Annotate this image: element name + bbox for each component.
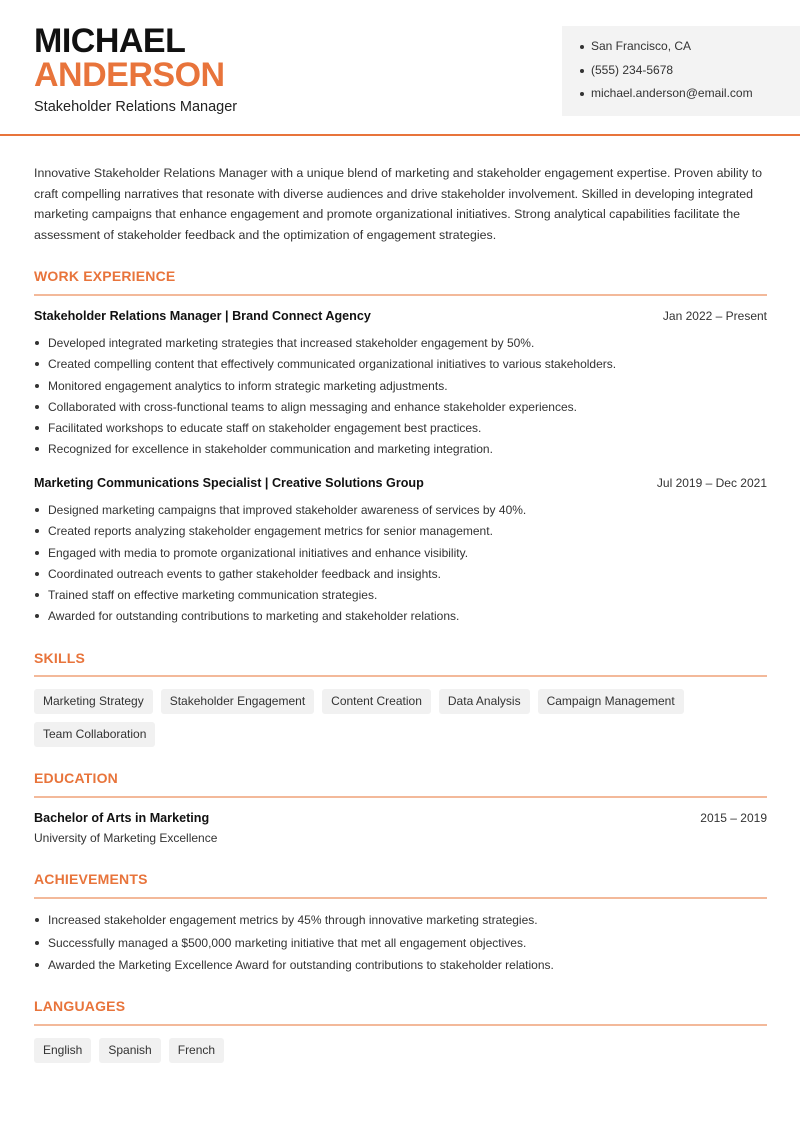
section-title-education: EDUCATION bbox=[34, 770, 118, 786]
bullet-dot bbox=[35, 963, 39, 967]
list-item: Designed marketing campaigns that improved stakeholder awareness of services by 40%. bbox=[34, 502, 767, 523]
bullet-dot bbox=[35, 426, 39, 430]
bullet-dot bbox=[35, 384, 39, 388]
list-item: Engaged with media to promote organizational initiatives and enhance visibility. bbox=[34, 545, 767, 566]
job-title-company: Marketing Communications Specialist | Creative Solutions Group bbox=[34, 476, 424, 490]
list-item: Collaborated with cross-functional teams to align messaging and enhance stakeholder experiences. bbox=[34, 399, 767, 420]
list-item: Coordinated outreach events to gather stakeholder feedback and insights. bbox=[34, 566, 767, 587]
section-divider bbox=[34, 294, 767, 296]
language-tag: Spanish bbox=[99, 1038, 160, 1063]
bullet-dot bbox=[35, 508, 39, 512]
skill-tag: Content Creation bbox=[322, 689, 431, 714]
job-header bbox=[34, 309, 767, 323]
list-item: Created reports analyzing stakeholder engagement metrics for senior management. bbox=[34, 523, 767, 544]
bullet-dot bbox=[580, 69, 584, 73]
skill-tag: Data Analysis bbox=[439, 689, 530, 714]
section-title-languages: LANGUAGES bbox=[34, 998, 126, 1014]
list-item: Monitored engagement analytics to inform strategic marketing adjustments. bbox=[34, 378, 767, 399]
section-title-work: WORK EXPERIENCE bbox=[34, 268, 176, 284]
list-item: Successfully managed a $500,000 marketing initiative that met all engagement objectives. bbox=[34, 935, 767, 958]
bullet-dot bbox=[35, 614, 39, 618]
languages-list bbox=[34, 1038, 767, 1063]
bullet-dot bbox=[35, 529, 39, 533]
skill-tag: Team Collaboration bbox=[34, 722, 155, 747]
bullet-dot bbox=[580, 45, 584, 49]
bullet-dot bbox=[35, 572, 39, 576]
bullet-dot bbox=[580, 92, 584, 96]
last-name: ANDERSON bbox=[34, 56, 225, 94]
job-bullets bbox=[34, 502, 767, 630]
bullet-dot bbox=[35, 941, 39, 945]
school: University of Marketing Excellence bbox=[34, 831, 218, 845]
skill-tag: Marketing Strategy bbox=[34, 689, 153, 714]
skill-tag: Campaign Management bbox=[538, 689, 684, 714]
bullet-dot bbox=[35, 341, 39, 345]
job-title: Stakeholder Relations Manager bbox=[34, 99, 238, 115]
bullet-dot bbox=[35, 918, 39, 922]
job-bullets bbox=[34, 335, 767, 463]
section-title-skills: SKILLS bbox=[34, 650, 85, 666]
list-item: Trained staff on effective marketing communication strategies. bbox=[34, 587, 767, 608]
list-item: Awarded the Marketing Excellence Award for outstanding contributions to stakeholder relations. bbox=[34, 957, 767, 980]
bullet-dot bbox=[35, 593, 39, 597]
job-title-company: Stakeholder Relations Manager | Brand Connect Agency bbox=[34, 309, 371, 323]
list-item: Recognized for excellence in stakeholder communication and marketing integration. bbox=[34, 441, 767, 462]
job-dates: Jan 2022 – Present bbox=[662, 309, 767, 323]
language-tag: English bbox=[34, 1038, 91, 1063]
section-title-achievements: ACHIEVEMENTS bbox=[34, 871, 148, 887]
education-header bbox=[34, 811, 767, 825]
contact-location: San Francisco, CA bbox=[580, 38, 800, 62]
section-divider bbox=[34, 796, 767, 798]
section-divider bbox=[34, 897, 767, 899]
contact-email[interactable]: michael.anderson@email.com bbox=[580, 85, 800, 109]
contact-box bbox=[562, 26, 800, 116]
achievements-list bbox=[34, 912, 767, 980]
job-header bbox=[34, 476, 767, 490]
list-item: Created compelling content that effectively communicated organizational initiatives to various stakeholders. bbox=[34, 356, 767, 377]
bullet-dot bbox=[35, 405, 39, 409]
list-item: Developed integrated marketing strategies that increased stakeholder engagement by 50%. bbox=[34, 335, 767, 356]
section-divider bbox=[34, 675, 767, 677]
list-item: Awarded for outstanding contributions to marketing and stakeholder relations. bbox=[34, 608, 767, 629]
first-name: MICHAEL bbox=[34, 22, 186, 60]
section-divider bbox=[34, 1024, 767, 1026]
skills-list bbox=[34, 689, 767, 747]
bullet-dot bbox=[35, 362, 39, 366]
list-item: Facilitated workshops to educate staff on stakeholder engagement best practices. bbox=[34, 420, 767, 441]
skill-tag: Stakeholder Engagement bbox=[161, 689, 314, 714]
bullet-dot bbox=[35, 447, 39, 451]
degree: Bachelor of Arts in Marketing bbox=[34, 811, 210, 825]
language-tag: French bbox=[169, 1038, 224, 1063]
list-item: Increased stakeholder engagement metrics by 45% through innovative marketing strategies. bbox=[34, 912, 767, 935]
bullet-dot bbox=[35, 551, 39, 555]
education-dates: 2015 – 2019 bbox=[700, 811, 767, 825]
contact-phone[interactable]: (555) 234-5678 bbox=[580, 62, 800, 86]
resume-header bbox=[0, 0, 800, 136]
job-dates: Jul 2019 – Dec 2021 bbox=[656, 476, 767, 490]
professional-summary: Innovative Stakeholder Relations Manager with a unique blend of marketing and stakeholder engagement expertise. Proven ability to craft compelling narratives that resonate with diverse audiences and drive stakeholder involvement. Skilled in developing integrated marketing campaigns that enhance engagement and promote organizational initiatives. Strong analytical capabilities facilitate the assessment of stakeholder feedback and the optimization of engagement strategies. bbox=[34, 166, 763, 242]
